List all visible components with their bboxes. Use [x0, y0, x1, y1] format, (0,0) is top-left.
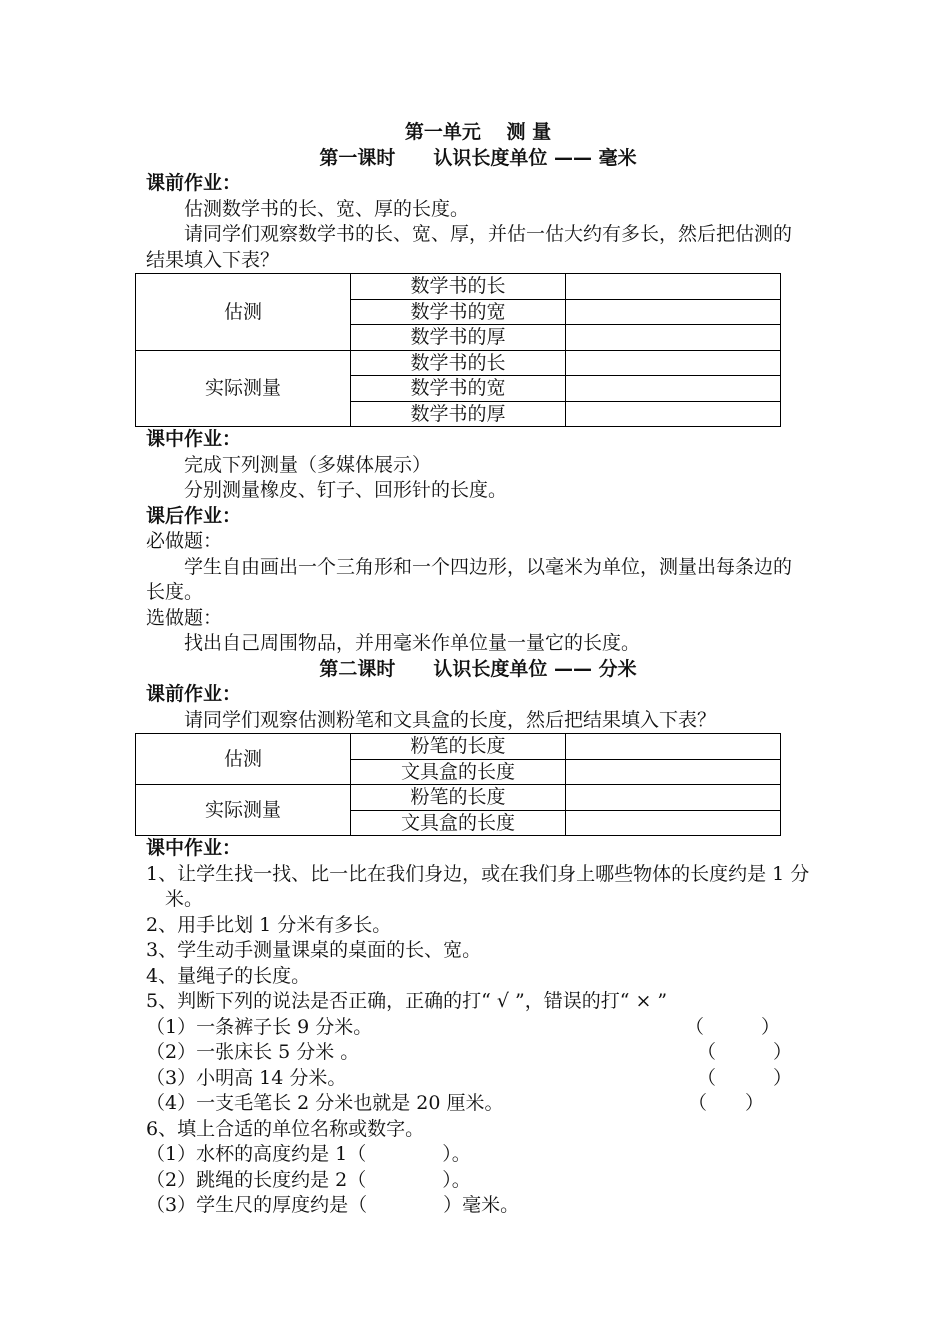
table-blank-cell[interactable]	[566, 299, 781, 325]
table-item: 数学书的宽	[351, 376, 566, 402]
table-group-actual: 实际测量	[136, 785, 351, 836]
unit-title: 第一单元 测 量	[404, 121, 552, 143]
question-2: 2、用手比划 1 分米有多长。	[146, 913, 392, 936]
judge-item	[146, 1015, 810, 1041]
judge-item-text: （2）一张床长 5 分米 。	[146, 1041, 360, 1063]
lesson2-title: 第二课时 认识长度单位 —— 分米	[319, 657, 637, 680]
worksheet-content	[146, 120, 810, 1219]
fill-item: （3）学生尺的厚度约是（ ）毫米。	[146, 1194, 520, 1216]
lesson2-pre-text: 请同学们观察估测粉笔和文具盒的长度，然后把结果填入下表？	[184, 708, 717, 731]
table-item: 数学书的长	[351, 350, 566, 376]
table-item: 数学书的宽	[351, 299, 566, 325]
judge-item	[146, 1066, 810, 1092]
lesson1-pre-label: 课前作业：	[146, 172, 242, 194]
question-1: 1、让学生找一找、比一比在我们身边，或在我们身上哪些物体的长度约是 1 分米。	[146, 862, 810, 910]
table-blank-cell[interactable]	[566, 274, 781, 300]
table-item: 文具盒的长度	[351, 759, 566, 785]
table-blank-cell[interactable]	[566, 350, 781, 376]
question-5: 5、判断下列的说法是否正确，正确的打“ √ ”，错误的打“ × ”	[146, 990, 668, 1012]
lesson2-measure-table	[135, 733, 781, 836]
question-4: 4、量绳子的长度。	[146, 964, 311, 987]
lesson1-pre-text1: 估测数学书的长、宽、厚的长度。	[184, 197, 470, 220]
table-blank-cell[interactable]	[566, 785, 781, 811]
answer-blank[interactable]: （ ）	[687, 1092, 764, 1114]
answer-blank[interactable]: （ ）	[696, 1041, 792, 1063]
question-6: 6、填上合适的单位名称或数字。	[146, 1117, 425, 1140]
table-item: 数学书的长	[351, 274, 566, 300]
judge-item	[146, 1091, 810, 1117]
table-item: 文具盒的长度	[351, 810, 566, 836]
lesson1-title: 第一课时 认识长度单位 —— 毫米	[319, 146, 637, 169]
question-3: 3、学生动手测量课桌的桌面的长、宽。	[146, 939, 482, 961]
lesson1-mid-label: 课中作业：	[146, 428, 242, 450]
required-text: 学生自由画出一个三角形和一个四边形，以毫米为单位，测量出每条边的长度。	[146, 555, 793, 603]
table-item: 数学书的厚	[351, 401, 566, 427]
table-item: 粉笔的长度	[351, 734, 566, 760]
table-group-estimate: 估测	[136, 734, 351, 785]
table-item: 数学书的厚	[351, 325, 566, 351]
lesson2-mid-label: 课中作业：	[146, 837, 242, 859]
answer-blank[interactable]: （ ）	[696, 1066, 792, 1089]
table-item: 粉笔的长度	[351, 785, 566, 811]
table-blank-cell[interactable]	[566, 401, 781, 427]
optional-label: 选做题：	[146, 606, 223, 629]
judge-item	[146, 1040, 810, 1066]
lesson1-post-label: 课后作业：	[146, 504, 242, 527]
table-blank-cell[interactable]	[566, 376, 781, 402]
table-group-actual: 实际测量	[136, 350, 351, 427]
table-blank-cell[interactable]	[566, 759, 781, 785]
lesson1-mid-text2: 分别测量橡皮、钉子、回形针的长度。	[184, 479, 508, 501]
table-group-estimate: 估测	[136, 274, 351, 351]
table-blank-cell[interactable]	[566, 810, 781, 836]
fill-item: （1）水杯的高度约是 1（ ）。	[146, 1143, 471, 1165]
answer-blank[interactable]: （ ）	[684, 1015, 780, 1038]
judge-item-text: （3）小明高 14 分米。	[146, 1066, 347, 1089]
required-label: 必做题：	[146, 530, 223, 552]
fill-item: （2）跳绳的长度约是 2（ ）。	[146, 1168, 471, 1191]
lesson1-mid-text1: 完成下列测量（多媒体展示）	[184, 453, 432, 476]
table-blank-cell[interactable]	[566, 325, 781, 351]
judge-item-text: （4）一支毛笔长 2 分米也就是 20 厘米。	[146, 1092, 504, 1114]
optional-text: 找出自己周围物品，并用毫米作单位量一量它的长度。	[184, 632, 641, 654]
table-blank-cell[interactable]	[566, 734, 781, 760]
judge-item-text: （1）一条裤子长 9 分米。	[146, 1015, 373, 1038]
lesson2-pre-label: 课前作业：	[146, 683, 242, 705]
lesson1-measure-table	[135, 273, 781, 427]
lesson1-pre-text2: 请同学们观察数学书的长、宽、厚，并估一估大约有多长，然后把估测的结果填入下表？	[146, 223, 793, 271]
